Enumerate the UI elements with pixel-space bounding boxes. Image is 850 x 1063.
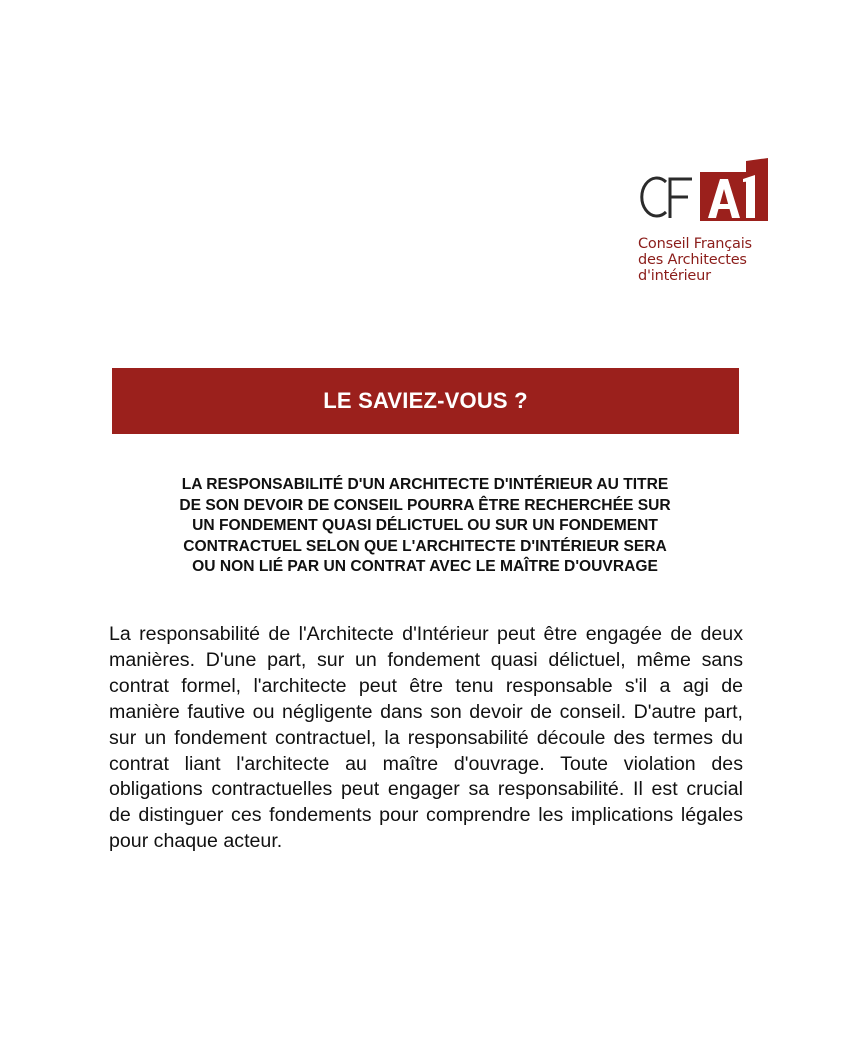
logo-letter-f xyxy=(670,179,692,218)
body-paragraph: La responsabilité de l'Architecte d'Intérieur peut être engagée de deux manières. D'une part, sur un fondement quasi délictuel, même sans contrat formel, l'architecte peut être tenu responsable s'il a agi de manière fautive ou négligente dans son devoir de conseil. D'autre part, sur un fondement contractuel, la responsabilité découle des termes du contrat liant l'architecte au maître d'ouvrage. Toute violation des obligations contractuelles peut engager sa responsabilité. Il est crucial de distinguer ces fondements pour comprendre les implications légales pour chaque acteur. xyxy=(109,623,743,853)
logo-org-line: Conseil Français xyxy=(638,236,752,252)
subtitle-line: CONTRACTUEL SELON QUE L'ARCHITECTE D'INTÉRIEUR SERA xyxy=(183,537,667,555)
logo-letter-c xyxy=(642,178,666,216)
logo-org-line: des Architectes xyxy=(638,252,747,268)
cfai-logo-mark xyxy=(636,158,772,224)
logo-red-flag xyxy=(746,158,768,178)
banner-title: LE SAVIEZ-VOUS ? xyxy=(323,388,528,413)
subtitle-line: DE SON DEVOIR DE CONSEIL POURRA ÊTRE RECHERCHÉE SUR xyxy=(179,496,671,514)
logo-letter-i xyxy=(746,179,755,218)
logo-organization-name xyxy=(638,236,786,284)
cfai-logo xyxy=(636,158,786,298)
subtitle-heading xyxy=(100,475,750,578)
logo-org-line: d'intérieur xyxy=(638,268,711,284)
title-banner xyxy=(112,368,739,434)
subtitle-line: LA RESPONSABILITÉ D'UN ARCHITECTE D'INTÉRIEUR AU TITRE xyxy=(181,476,669,493)
subtitle-line: OU NON LIÉ PAR UN CONTRAT AVEC LE MAÎTRE D'OUVRAGE xyxy=(192,558,658,576)
subtitle-line: UN FONDEMENT QUASI DÉLICTUEL OU SUR UN FONDEMENT xyxy=(192,517,658,535)
